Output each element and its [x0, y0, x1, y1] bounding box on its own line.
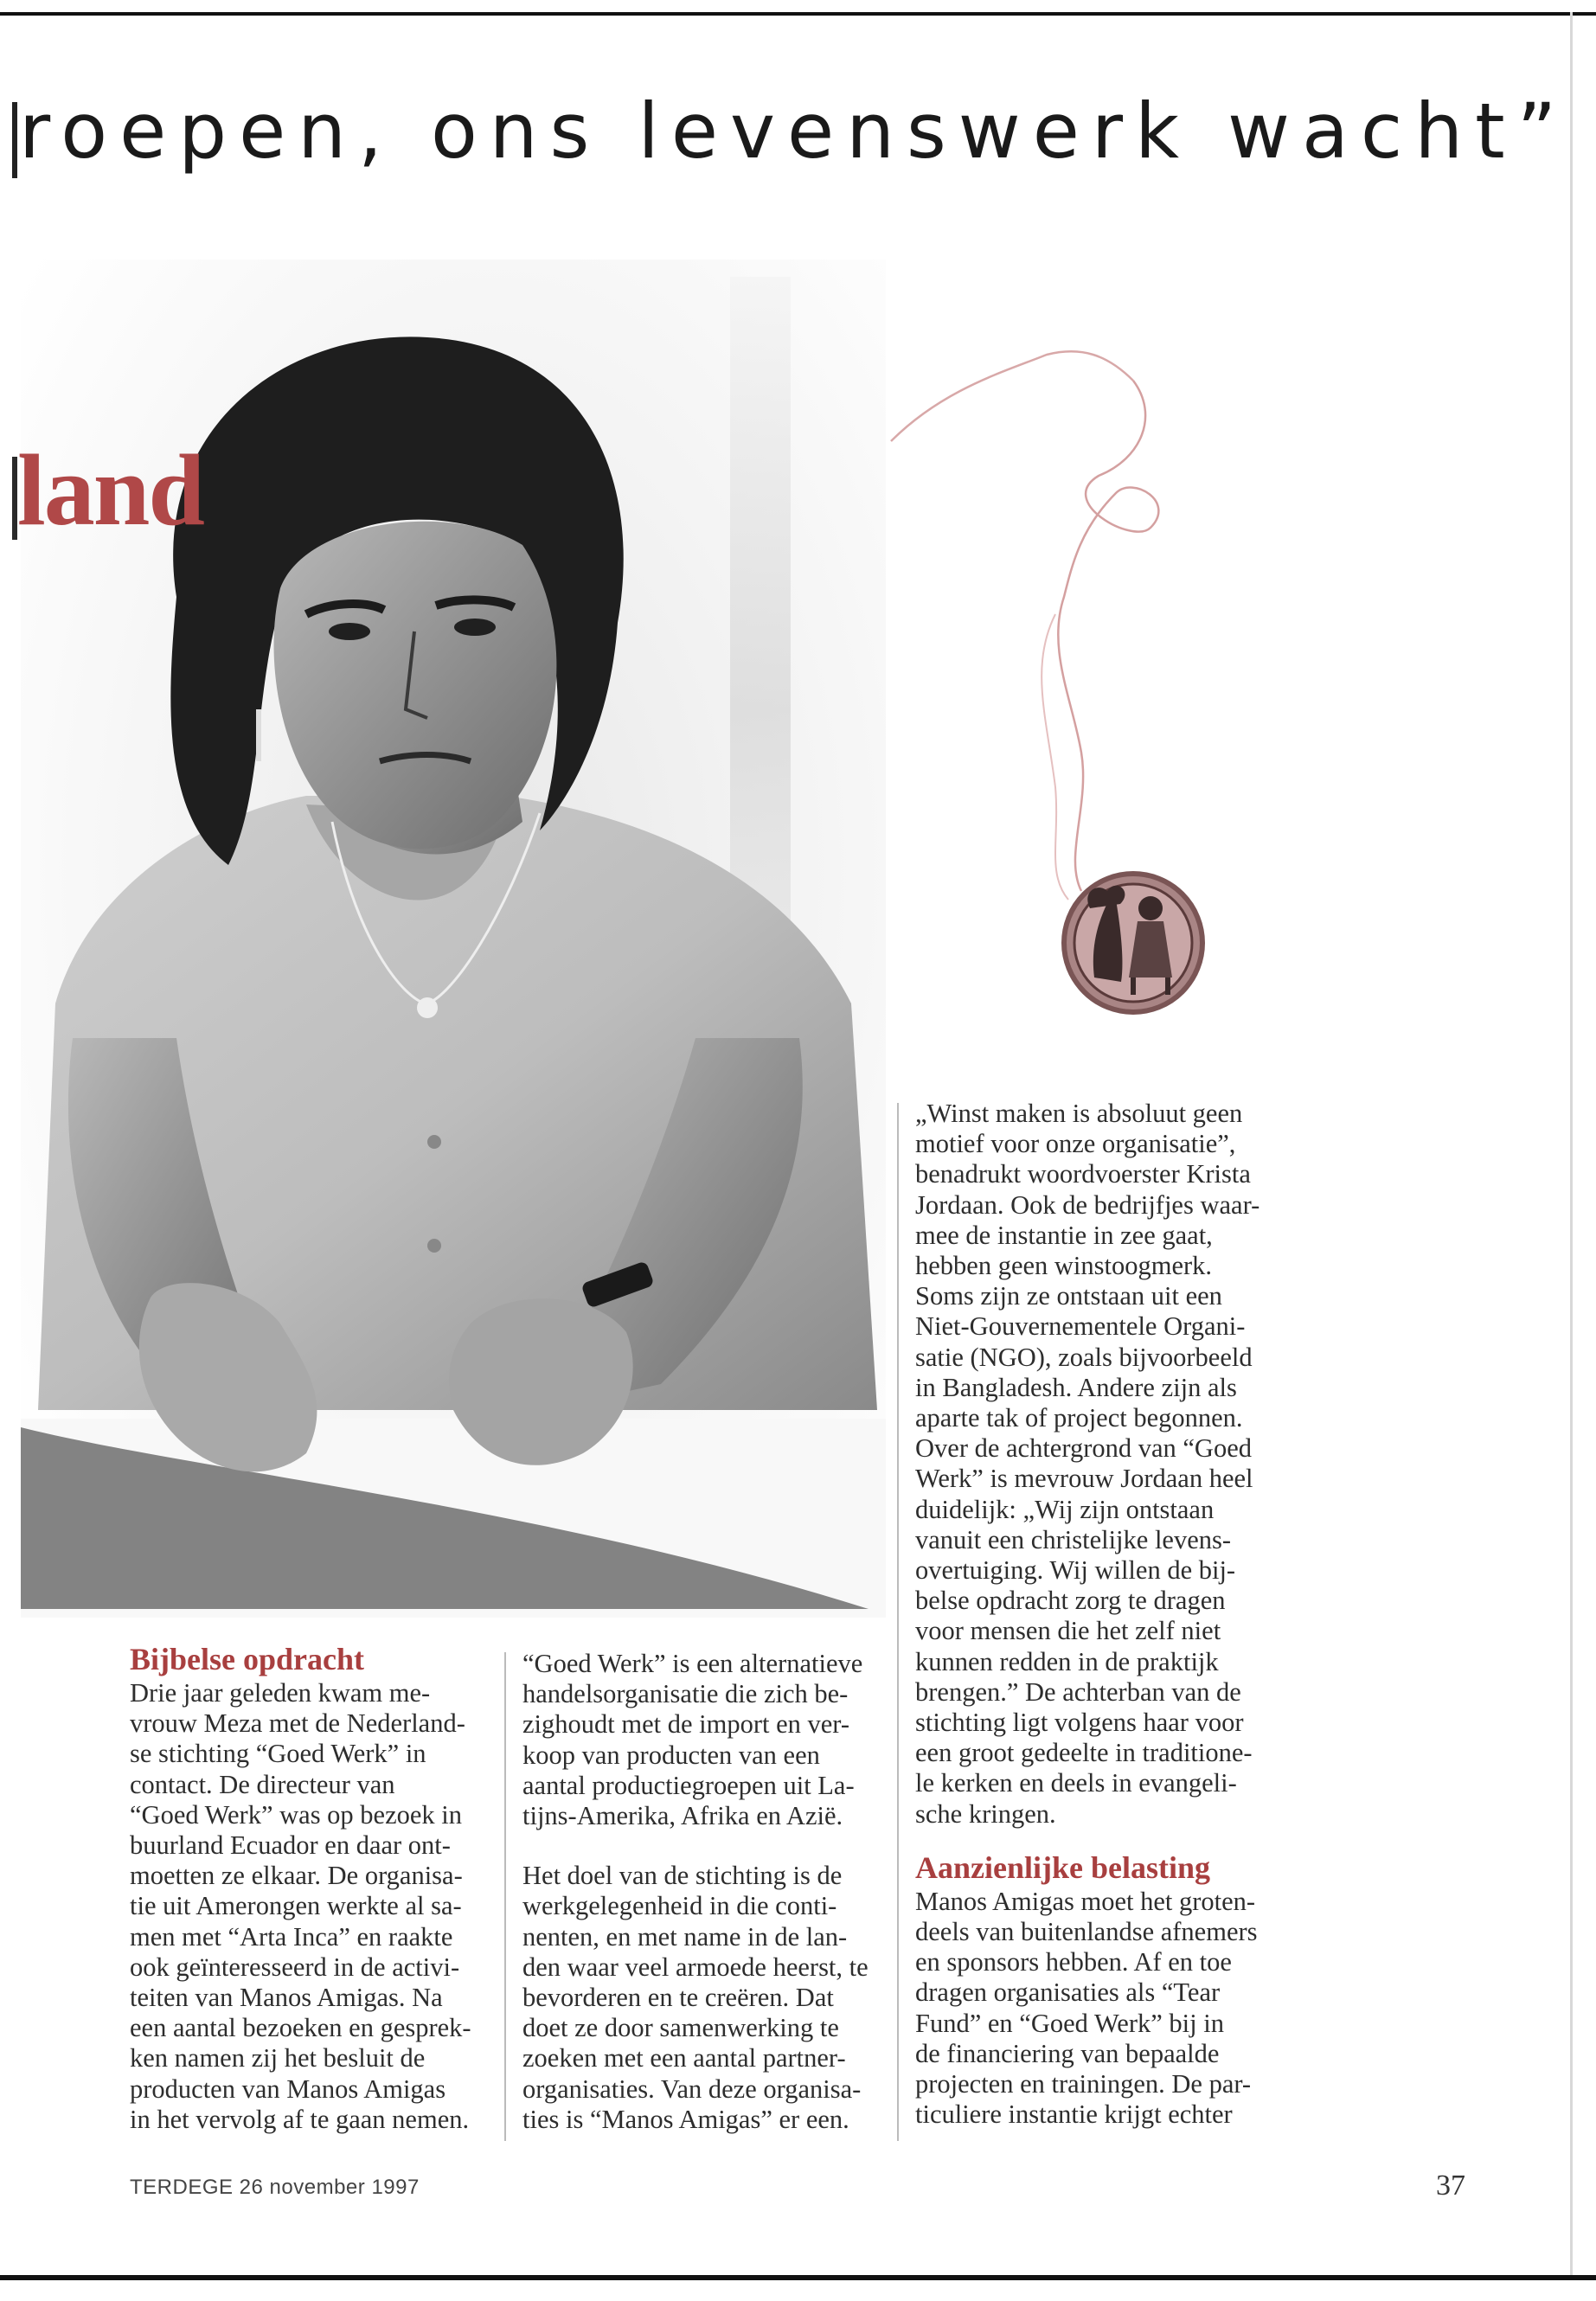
page-number: 37	[1436, 2170, 1465, 2202]
text-line: motief voor onze organisatie”,	[915, 1129, 1236, 1159]
text-line: men met “Arta Inca” en raakte	[130, 1921, 453, 1952]
column2-para1	[522, 1649, 886, 1831]
article-column-3	[915, 1099, 1279, 2131]
text-line: handelsorganisatie die zich be-	[522, 1679, 849, 1709]
necklace-cord	[891, 351, 1133, 441]
text-line: se stichting “Goed Werk” in	[130, 1739, 426, 1769]
text-line: ticuliere instantie krijgt echter	[915, 2099, 1233, 2130]
text-line: Jordaan. Ook de bedrijfjes waar-	[915, 1189, 1260, 1220]
text-line: producten van Manos Amigas	[130, 2073, 446, 2104]
text-line: ties is “Manos Amigas” er een.	[522, 2104, 849, 2134]
text-line: stichting ligt volgens haar voor	[915, 1708, 1244, 1738]
text-line: nenten, en met name in de lan-	[522, 1921, 848, 1952]
text-line: le kerken en deels in evangeli-	[915, 1768, 1237, 1798]
text-line: kunnen redden in de praktijk	[915, 1646, 1219, 1676]
text-line: een aantal bezoeken en gesprek-	[130, 2013, 471, 2043]
column-divider-1	[504, 1652, 506, 2141]
text-line: teiten van Manos Amigas. Na	[130, 1983, 443, 2013]
headline: roepen, ons levenswerk wacht”	[19, 87, 1569, 176]
text-line: voor mensen die het zelf niet	[915, 1616, 1221, 1646]
text-line: Manos Amigas moet het groten-	[915, 1886, 1256, 1916]
title-fragment: land	[17, 433, 204, 547]
text-line: Over de achtergrond van “Goed	[915, 1433, 1252, 1464]
column-divider-2	[897, 1103, 899, 2141]
text-line: Werk” is mevrouw Jordaan heel	[915, 1464, 1253, 1494]
text-line: satie (NGO), zoals bijvoorbeeld	[915, 1342, 1253, 1372]
text-line: mee de instantie in zee gaat,	[915, 1220, 1213, 1250]
text-line: in Bangladesh. Andere zijn als	[915, 1372, 1237, 1402]
headline-edge-mark	[12, 102, 17, 178]
text-line: den waar veel armoede heerst, te	[522, 1952, 869, 1982]
text-line: overtuiging. Wij willen de bij-	[915, 1555, 1236, 1586]
text-line: ook geïnteresseerd in de activi-	[130, 1952, 460, 1982]
column2-para2	[522, 1861, 886, 2135]
text-line: buurland Ecuador en daar ont-	[130, 1830, 451, 1861]
text-line: moetten ze elkaar. De organisa-	[130, 1861, 463, 1891]
text-line: en sponsors hebben. Af en toe	[915, 1947, 1232, 1977]
text-line: dragen organisaties als “Tear	[915, 1977, 1221, 2008]
text-line: tijns-Amerika, Afrika en Azië.	[522, 1801, 843, 1831]
text-line: vanuit een christelijke levens-	[915, 1524, 1232, 1554]
text-line: Drie jaar geleden kwam me-	[130, 1678, 431, 1708]
text-line: aparte tak of project begonnen.	[915, 1403, 1243, 1433]
pendant-illustration	[874, 337, 1237, 1029]
text-line: Fund” en “Goed Werk” bij in	[915, 2008, 1224, 2038]
text-line: brengen.” De achterban van de	[915, 1676, 1241, 1707]
text-line: doet ze door samenwerking te	[522, 2013, 839, 2043]
text-line: de financiering van bepaalde	[915, 2038, 1220, 2068]
text-line: contact. De directeur van	[130, 1769, 395, 1799]
column3-para1	[915, 1099, 1279, 1830]
text-line: duidelijk: „Wij zijn ontstaan	[915, 1494, 1215, 1524]
text-line: benadrukt woordvoerster Krista	[915, 1159, 1251, 1189]
text-line: “Goed Werk” was op bezoek in	[130, 1799, 463, 1830]
text-line: ken namen zij het besluit de	[130, 2043, 426, 2073]
article-column-2	[522, 1649, 886, 2135]
text-line: zoeken met een aantal partner-	[522, 2043, 846, 2073]
text-line: in het vervolg af te gaan nemen.	[130, 2104, 470, 2134]
text-line: een groot gedeelte in traditione-	[915, 1738, 1253, 1768]
text-line: sche kringen.	[915, 1798, 1056, 1829]
text-line: bevorderen en te creëren. Dat	[522, 1983, 834, 2013]
text-line: vrouw Meza met de Nederland-	[130, 1708, 465, 1739]
text-line: „Winst maken is absoluut geen	[915, 1099, 1243, 1128]
text-line: zighoudt met de import en ver-	[522, 1709, 849, 1740]
subhead-aanzienlijke-belasting: Aanzienlijke belasting	[915, 1849, 1211, 1885]
publication-footer: TERDEGE 26 november 1997	[130, 2176, 420, 2199]
text-line: Soms zijn ze ontstaan uit een	[915, 1281, 1222, 1311]
column3-para2	[915, 1887, 1279, 2131]
text-line: tie uit Amerongen werkte al sa-	[130, 1891, 462, 1921]
text-line: deels van buitenlandse afnemers	[915, 1917, 1258, 1947]
right-margin-rule	[1570, 12, 1573, 2279]
subhead-bijbelse-opdracht: Bijbelse opdracht	[130, 1642, 365, 1676]
text-line: projecten en trainingen. De par-	[915, 2069, 1252, 2099]
text-line: werkgelegenheid in die conti-	[522, 1891, 837, 1921]
article-column-1	[130, 1640, 493, 2135]
column1-body	[130, 1678, 493, 2135]
top-rule	[0, 12, 1596, 16]
text-line: Het doel van de stichting is de	[522, 1861, 843, 1891]
text-line: belse opdracht zorg te dragen	[915, 1586, 1226, 1616]
bottom-rule	[0, 2275, 1596, 2280]
text-line: Niet-Gouvernementele Organi-	[915, 1311, 1246, 1342]
text-line: “Goed Werk” is een alternatieve	[522, 1649, 863, 1678]
text-line: organisaties. Van deze organisa-	[522, 2073, 862, 2104]
text-line: hebben geen winstoogmerk.	[915, 1251, 1213, 1281]
text-line: aantal productiegroepen uit La-	[522, 1770, 855, 1800]
text-line: koop van producten van een	[522, 1740, 820, 1770]
